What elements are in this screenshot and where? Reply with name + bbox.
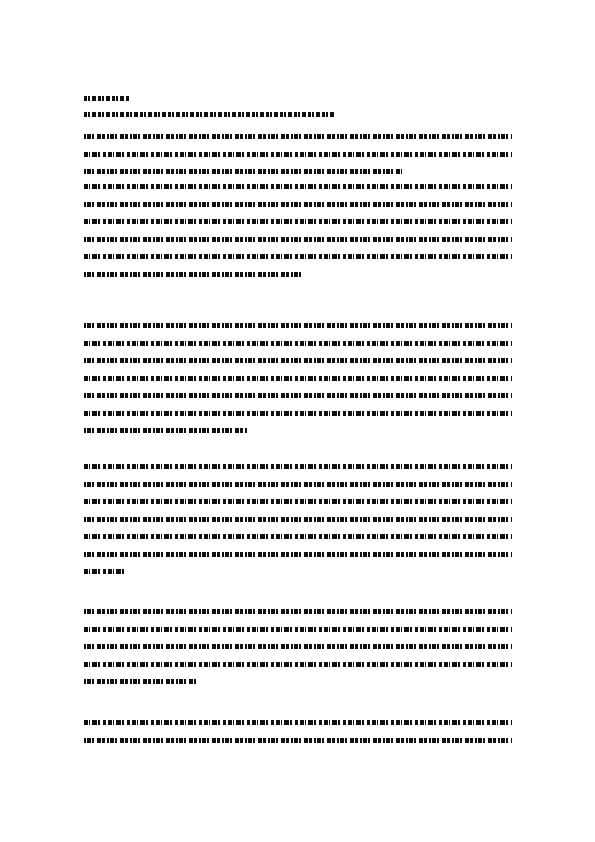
- text-line: [84, 499, 512, 504]
- text-line: [84, 534, 512, 539]
- paragraph-4: [84, 464, 512, 587]
- text-line: [84, 627, 512, 632]
- text-line: [84, 720, 512, 725]
- paragraph-3: [84, 323, 512, 446]
- text-line: [84, 341, 512, 346]
- text-line: [84, 152, 512, 157]
- text-line: [84, 272, 302, 277]
- text-line: [84, 552, 512, 557]
- text-line: [84, 254, 512, 259]
- text-line: [84, 662, 512, 667]
- text-line: [84, 323, 512, 328]
- text-line: [84, 738, 512, 743]
- paragraph-6: [84, 720, 512, 755]
- text-line: [84, 376, 512, 381]
- text-line: [84, 679, 196, 684]
- text-line: [84, 184, 512, 189]
- header-text-2: [84, 96, 85, 97]
- text-line: [84, 134, 512, 139]
- text-line: [84, 482, 512, 487]
- header-line-2: [84, 112, 336, 117]
- text-line: [84, 202, 512, 207]
- text-line: [84, 169, 402, 174]
- paragraph-5: [84, 609, 512, 697]
- text-line: [84, 569, 124, 574]
- paragraph-1: [84, 134, 512, 187]
- text-line: [84, 219, 512, 224]
- paragraph-2: [84, 184, 512, 289]
- text-line: [84, 644, 512, 649]
- text-line: [84, 358, 512, 363]
- text-line: [84, 517, 512, 522]
- text-line: [84, 428, 248, 433]
- text-line: [84, 237, 512, 242]
- text-line: [84, 393, 512, 398]
- text-line: [84, 464, 512, 469]
- header-line-1: [84, 96, 130, 101]
- text-line: [84, 411, 512, 416]
- text-line: [84, 609, 512, 614]
